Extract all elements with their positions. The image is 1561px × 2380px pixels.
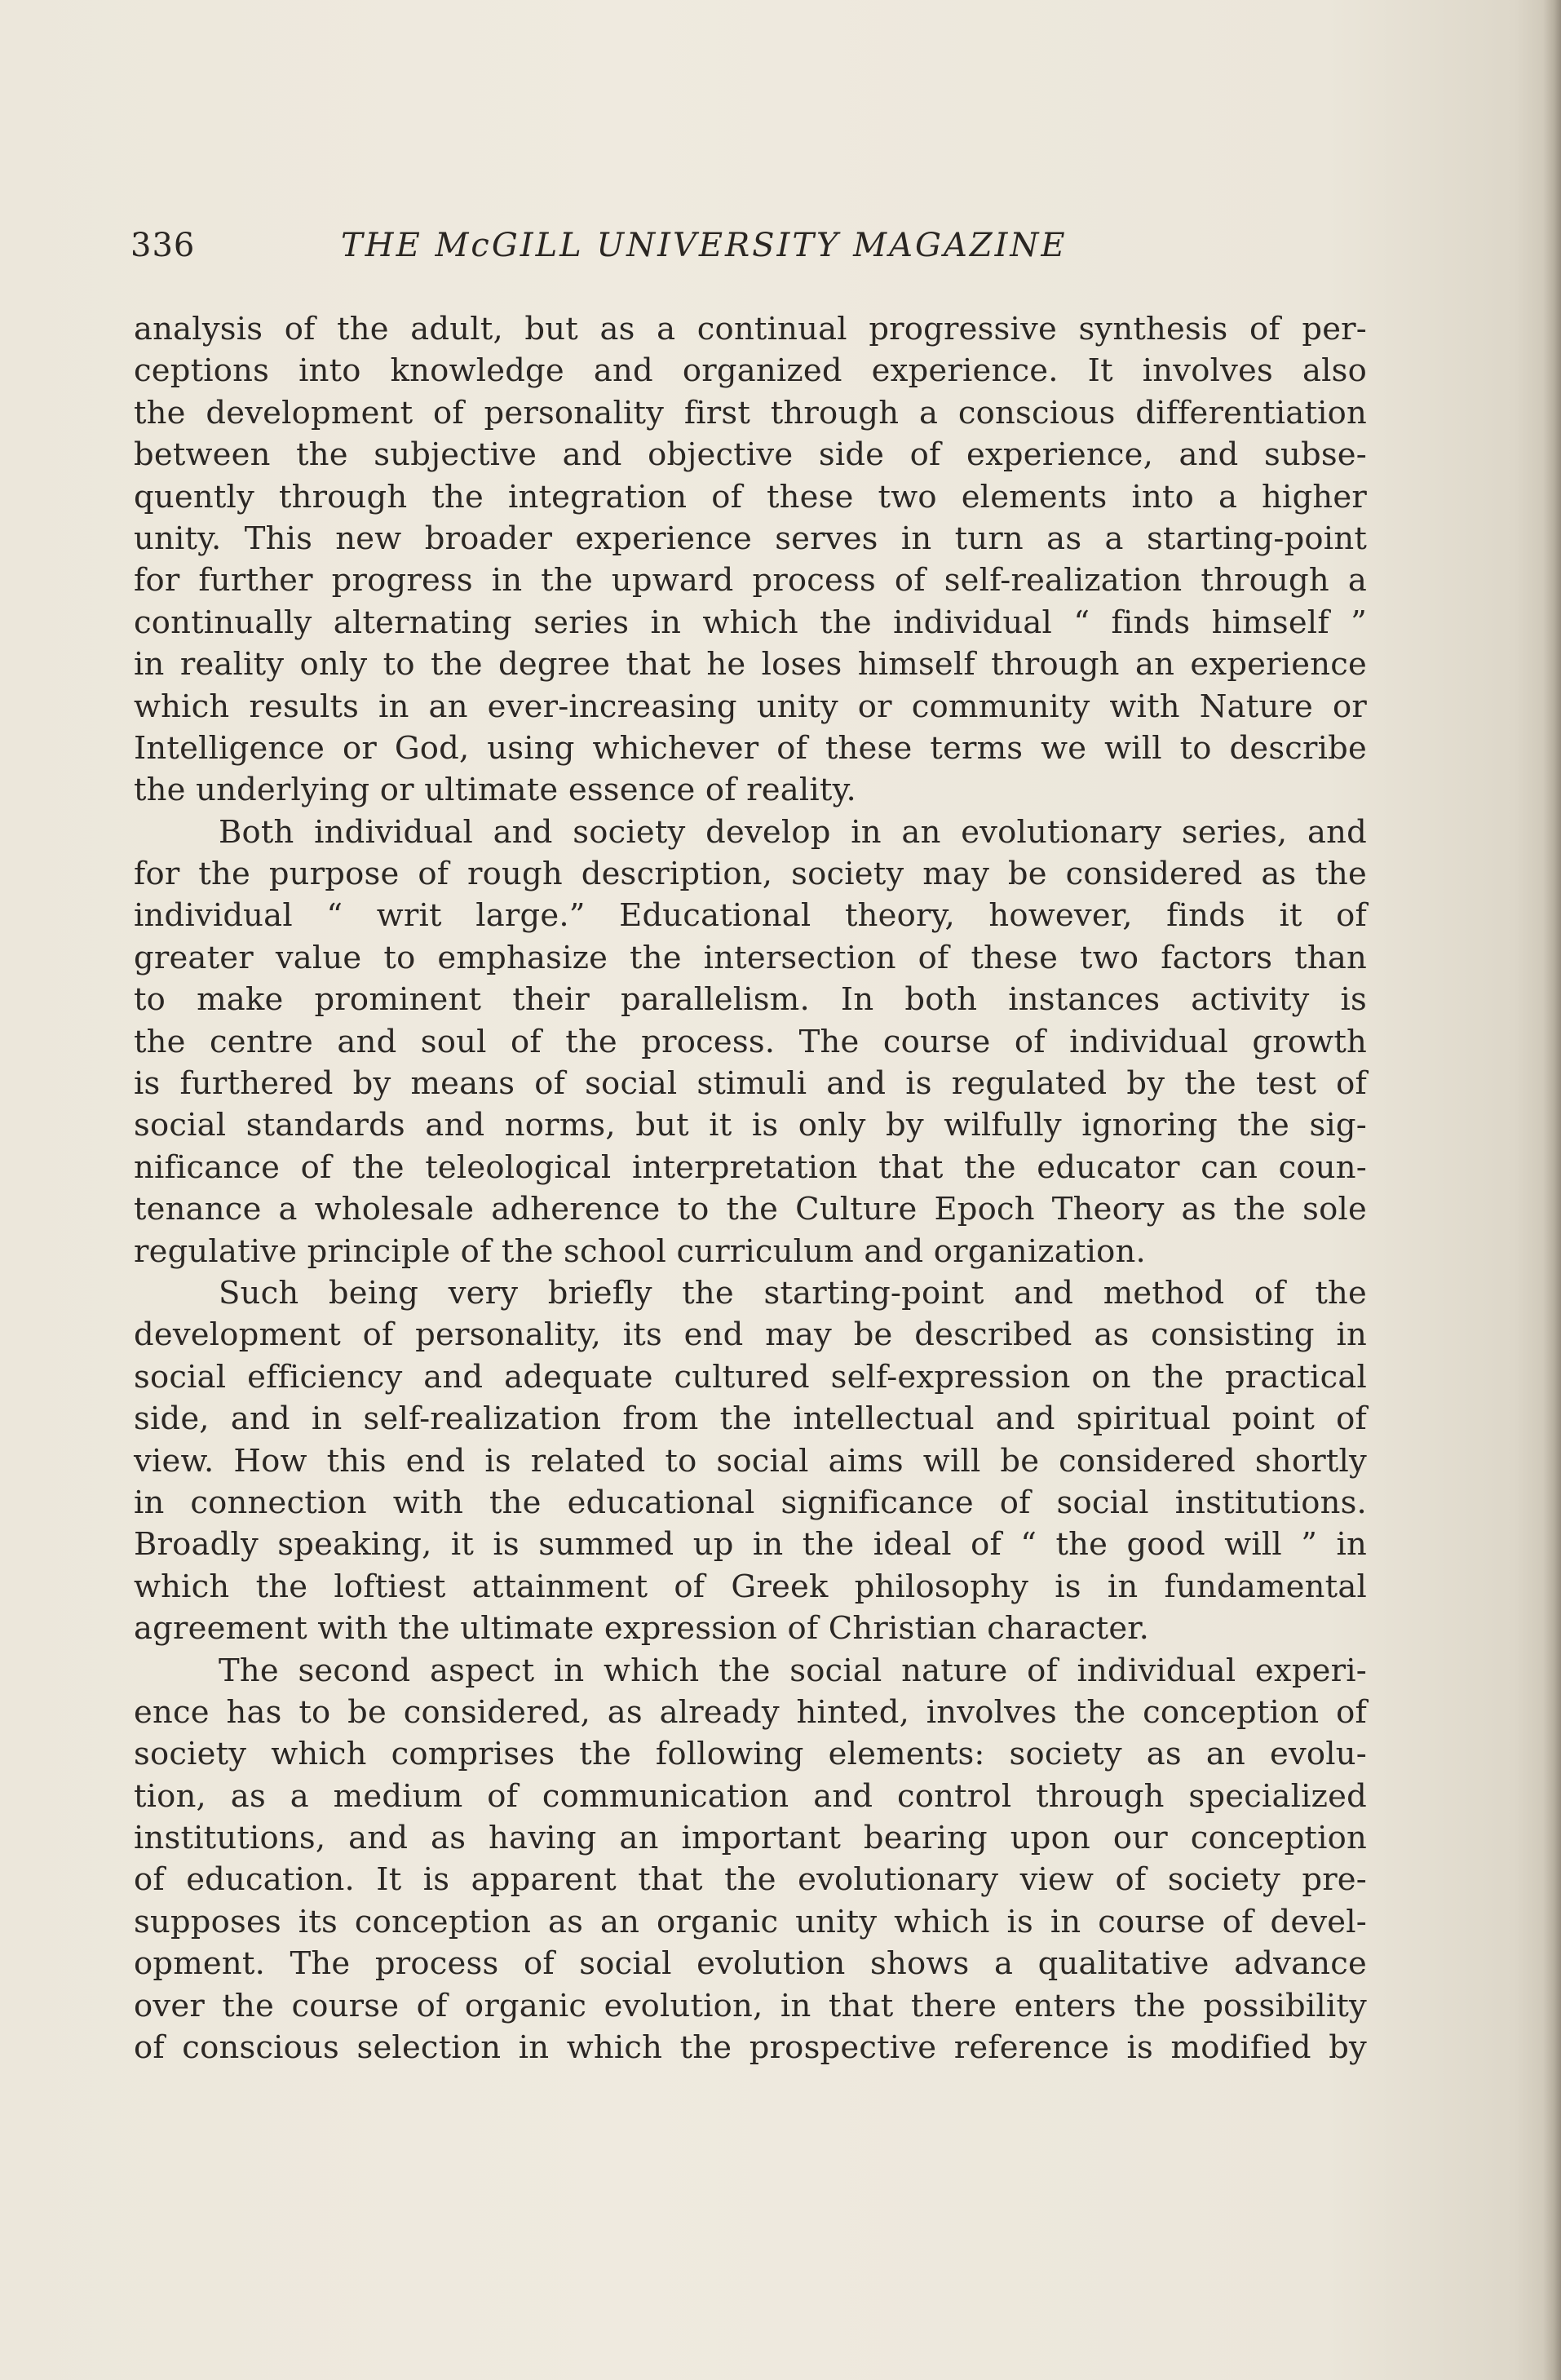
text-line: quently through the integration of these two elements into a higher: [134, 478, 1367, 515]
text-line: social standards and norms, but it is only by wilfully ignoring the sig-: [134, 1107, 1367, 1144]
text-line: tenance a wholesale adherence to the Culture Epoch Theory as the sole: [134, 1191, 1367, 1228]
text-line: of education. It is apparent that the evolutionary view of society pre-: [134, 1861, 1367, 1899]
text-line: society which comprises the following elements: society as an evolu-: [134, 1736, 1367, 1773]
body-text: [134, 308, 1367, 2068]
page-number: 336: [130, 227, 196, 264]
text-line: of conscious selection in which the prospective reference is modified by: [134, 2029, 1367, 2067]
text-line: social efficiency and adequate cultured self-expression on the practical: [134, 1358, 1367, 1396]
text-line: ceptions into knowledge and organized experience. It involves also: [134, 352, 1367, 390]
text-line: opment. The process of social evolution shows a qualitative advance: [134, 1945, 1367, 1983]
text-line: is furthered by means of social stimuli and is regulated by the test of: [134, 1065, 1367, 1103]
text-line: view. How this end is related to social aims will be considered shortly: [134, 1442, 1367, 1480]
text-line: supposes its conception as an organic unity which is in course of devel-: [134, 1903, 1367, 1940]
text-line: regulative principle of the school curriculum and organization.: [134, 1232, 1146, 1270]
text-line: Intelligence or God, using whichever of these terms we will to describe: [134, 729, 1367, 767]
text-line: for the purpose of rough description, society may be considered as the: [134, 856, 1367, 893]
text-line: over the course of organic evolution, in that there enters the possibility: [134, 1987, 1367, 2024]
text-line: the development of personality first through a conscious differentiation: [134, 394, 1367, 431]
text-line: tion, as a medium of communication and control through specialized: [134, 1777, 1367, 1815]
text-line: which the loftiest attainment of Greek philosophy is in fundamental: [134, 1568, 1367, 1605]
text-line: nificance of the teleological interpretation that the educator can coun-: [134, 1148, 1367, 1186]
text-line: unity. This new broader experience serves in turn as a starting-point: [134, 520, 1367, 557]
text-line: individual “ writ large.” Educational theory, however, finds it of: [134, 897, 1367, 935]
text-line: agreement with the ultimate expression of Christian character.: [134, 1610, 1150, 1648]
text-line: which results in an ever-increasing unity or community with Nature or: [134, 688, 1367, 725]
text-line: between the subjective and objective side of experience, and subse-: [134, 436, 1367, 474]
text-line: in reality only to the degree that he loses himself through an experience: [134, 646, 1367, 683]
text-line: Broadly speaking, it is summed up in the ideal of “ the good will ” in: [134, 1526, 1367, 1564]
paragraph-start-line: Both individual and society develop in an evolutionary series, and: [219, 813, 1367, 851]
text-line: analysis of the adult, but as a continual progressive synthesis of per-: [134, 311, 1367, 347]
text-line: continually alternating series in which the individual “ finds himself ”: [134, 604, 1367, 641]
paragraph-start-line: The second aspect in which the social nature of individual experi-: [219, 1652, 1367, 1689]
text-line: ence has to be considered, as already hinted, involves the conception of: [134, 1693, 1367, 1731]
text-line: greater value to emphasize the intersection of these two factors than: [134, 939, 1367, 976]
text-line: for further progress in the upward process of self-realization through a: [134, 562, 1367, 599]
text-line: the underlying or ultimate essence of reality.: [134, 772, 856, 809]
text-line: institutions, and as having an important bearing upon our conception: [134, 1820, 1367, 1857]
text-line: side, and in self-realization from the intellectual and spiritual point of: [134, 1400, 1367, 1438]
text-line: development of personality, its end may be described as consisting in: [134, 1316, 1367, 1354]
paragraph-start-line: Such being very briefly the starting-point and method of the: [219, 1274, 1367, 1312]
text-line: in connection with the educational significance of social institutions.: [134, 1484, 1367, 1521]
text-line: to make prominent their parallelism. In both instances activity is: [134, 981, 1367, 1019]
page-edge-shadow: [1543, 0, 1561, 2380]
running-title: THE McGILL UNIVERSITY MAGAZINE: [341, 227, 1068, 264]
text-line: the centre and soul of the process. The course of individual growth: [134, 1023, 1367, 1060]
running-header: [130, 227, 1158, 276]
